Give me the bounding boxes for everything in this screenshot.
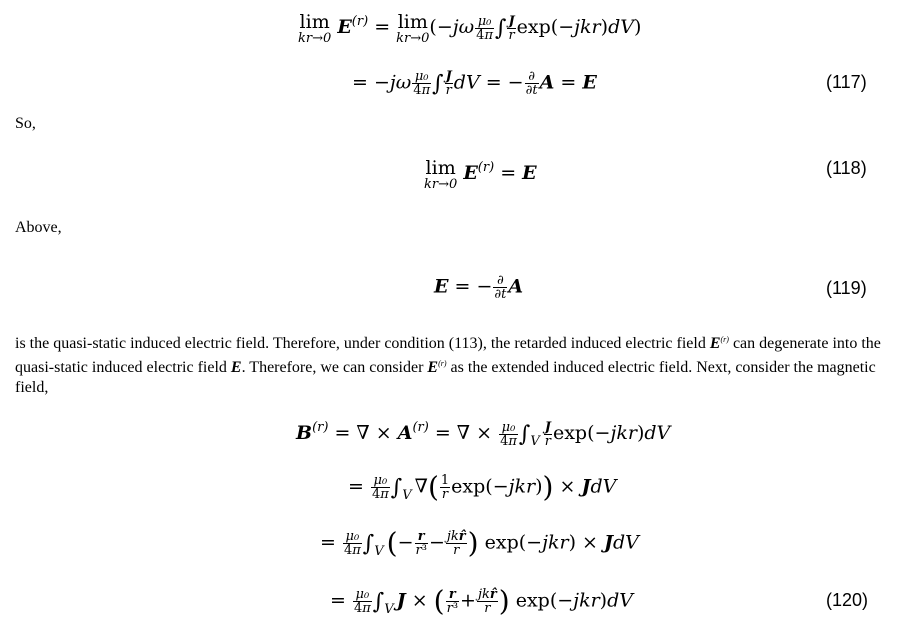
- equation-number-120: (120): [826, 590, 869, 610]
- text-so: So,: [15, 115, 36, 132]
- equation-number-118: (118): [826, 158, 867, 178]
- equation-117-line1: lim kr→0 $E^{(r)}$ = lim kr→0 (−jω $\frac{\text{μ₀}}{4\pi}$ ∫ $\frac{J}{r}$ exp(−jkr)dV): [298, 10, 642, 46]
- equation-120-line3: = $\frac{\text{μ₀}}{4\pi}$ $\int_V$ (− $\frac{r}{\text{r³}}$ − $\frac{\text{jkr̂}}{r}$ ) exp(−jkr) × JdV: [320, 526, 639, 560]
- paragraph-quasi-static: [15, 330, 917, 398]
- equation-120-line4: = $\frac{\text{μ₀}}{4\pi}$ $\int_V$ J × ( $\frac{r}{\text{r³}}$ + $\frac{\text{jkr̂}}{r}$ ) exp(−jkr)dV: [330, 584, 633, 618]
- paragraph-line-1: is the quasi-static induced electric field. Therefore, under condition (113), the retarded induced electric field $E^{(r)}$ can degenerate into the: [15, 335, 881, 352]
- equation-120-line1: $B^{(r)}$ = ∇ × $A^{(r)}$ = ∇ × $\frac{\text{μ₀}}{4\pi}$ $\int_V$ $\frac{J}{r}$ exp(−jkr)dV: [296, 419, 671, 449]
- paragraph-line-2: quasi-static induced electric field E. Therefore, we can consider $E^{(r)}$ as the extended induced electric field. Next, consider the magnetic: [15, 359, 876, 376]
- equation-119: E = − $\frac{\partial}{\partial t}$ A: [434, 273, 524, 302]
- text-above: Above,: [15, 219, 62, 236]
- equation-120-line2: = $\frac{\text{μ₀}}{4\pi}$ $\int_V$ ∇( $\frac{1}{r}$ exp(−jkr)) × JdV: [348, 470, 617, 504]
- equation-number-117: (117): [826, 72, 867, 92]
- paragraph-line-3: field,: [15, 379, 49, 396]
- equation-number-119: (119): [826, 278, 867, 298]
- equation-118: lim kr→0 $E^{(r)} = E$: [424, 156, 537, 192]
- equation-117-line2: = −jω $\frac{\text{μ₀}}{4\pi}$ ∫ $\frac{J}{r}$ dV = − $\frac{\partial}{\partial t}$ A = E: [352, 69, 597, 98]
